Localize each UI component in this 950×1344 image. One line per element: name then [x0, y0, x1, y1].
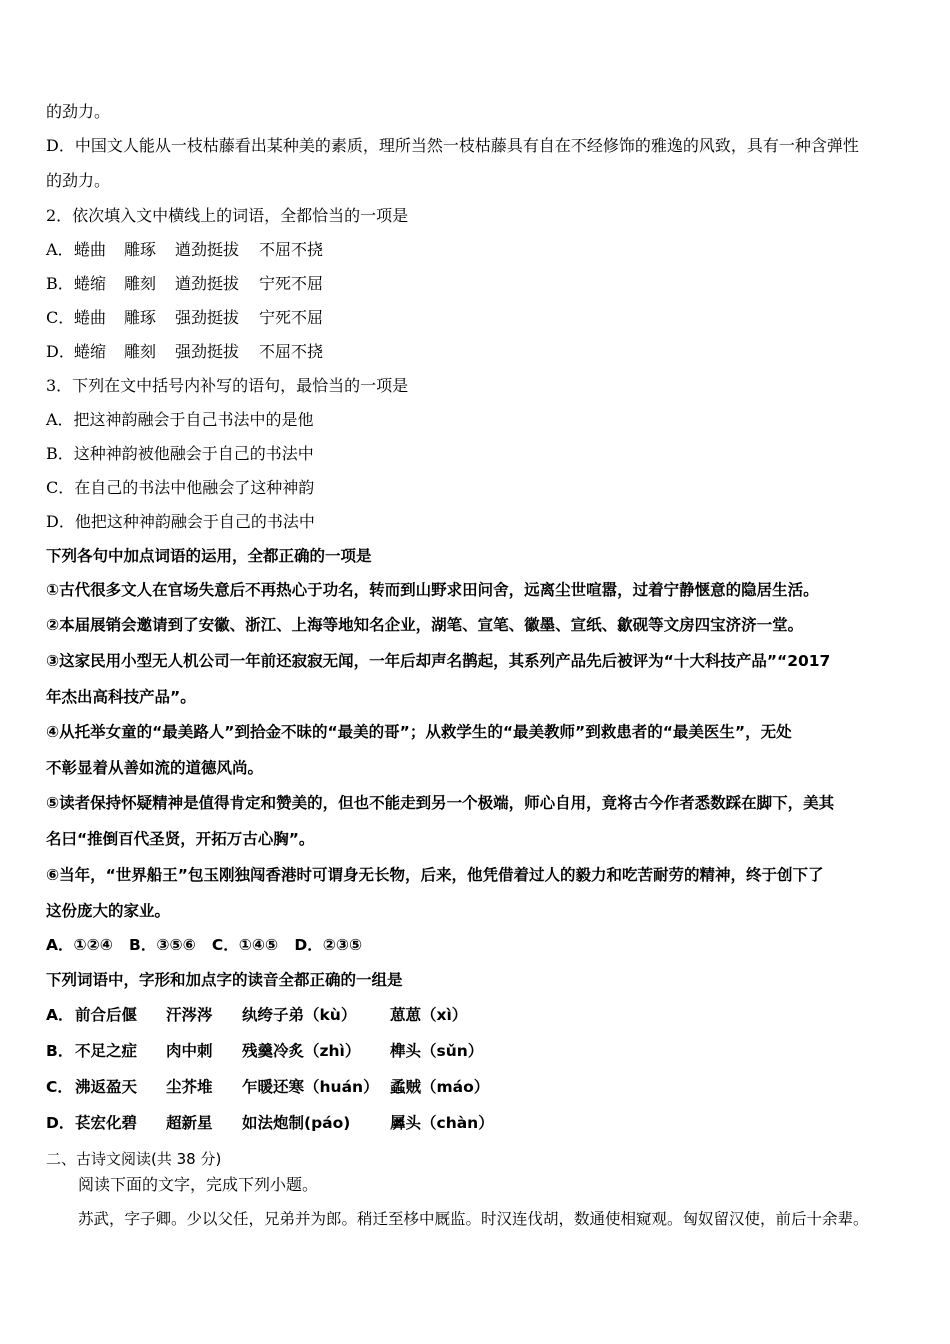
option-label: D．	[46, 1114, 75, 1132]
option-word: 羼头（chàn）	[390, 1114, 494, 1132]
q5-option-c	[0, 1077, 950, 1097]
q4-sentence: 名曰“推倒百代圣贤，开拓万古心胸”。	[46, 830, 315, 848]
option-label: B．	[46, 1042, 74, 1060]
q5-option-d	[0, 1113, 950, 1133]
option-word: 不屈不挠	[259, 342, 324, 361]
option-word: 残羹冷炙（zhì）	[242, 1042, 361, 1060]
option-word: 如法炮制(páo)	[242, 1114, 351, 1132]
option-word: 强劲挺拔	[175, 342, 240, 361]
option-word: 乍暖还寒（huán）	[242, 1078, 379, 1096]
section-heading: 二、古诗文阅读(共 38 分)	[46, 1150, 222, 1168]
option-label: D．	[46, 342, 75, 361]
q4-answer-options: A．①②④ B．③⑤⑥ C．①④⑤ D．②③⑤	[46, 936, 363, 954]
passage-text: 苏武，字子卿。少以父任，兄弟并为郎。稍迁至栘中厩监。时汉连伐胡，数通使相窥观。匈奴留汉使，前后十余辈。	[78, 1210, 869, 1228]
option-word: 蜷缩	[74, 274, 107, 293]
option-word: 蟊贼（máo）	[390, 1078, 490, 1096]
q4-sentence: ⑤读者保持怀疑精神是值得肯定和赞美的，但也不能走到另一个极端，师心自用，竟将古今作者悉数踩在脚下，美其	[46, 794, 835, 812]
option-word: 汗涔涔	[166, 1006, 213, 1024]
option-word: 遒劲挺拔	[175, 274, 240, 293]
q4-sentence: 年杰出高科技产品”。	[46, 688, 196, 706]
option-label: B．	[46, 274, 74, 293]
q2-option-b	[0, 274, 950, 294]
q5-stem: 下列词语中，字形和加点字的读音全都正确的一组是	[46, 971, 403, 989]
option-word: 雕琢	[124, 308, 157, 327]
q3-option-d: D．他把这种神韵融会于自己的书法中	[46, 512, 315, 531]
option-word: 不足之症	[75, 1042, 138, 1060]
option-word: 蜷缩	[74, 342, 107, 361]
q3-stem: 3．下列在文中括号内补写的语句，最恰当的一项是	[46, 376, 409, 395]
option-label: A．	[46, 1006, 74, 1024]
q2-option-c	[0, 308, 950, 328]
q1-option-d: D．中国文人能从一枝枯藤看出某种美的素质，理所当然一枝枯藤具有自在不经修饰的雅逸的风致，具有一种含弹性	[46, 136, 859, 155]
q4-sentence: 这份庞大的家业。	[46, 902, 171, 920]
option-label: C．	[46, 1078, 73, 1096]
option-word: 尘芥堆	[166, 1078, 213, 1096]
option-word: 蜷曲	[74, 240, 107, 259]
option-word: 葸葸（xì）	[390, 1006, 468, 1024]
option-word: 超新星	[166, 1114, 213, 1132]
option-word: 沸返盈天	[75, 1078, 138, 1096]
option-word: 雕琢	[124, 240, 157, 259]
option-word: 苌宏化碧	[75, 1114, 138, 1132]
option-word: 强劲挺拔	[175, 308, 240, 327]
option-label: A．	[46, 240, 74, 259]
q3-option-a: A．把这神韵融会于自己书法中的是他	[46, 410, 314, 429]
q1-tail-text: 的劲力。	[46, 102, 111, 121]
q4-sentence: ②本届展销会邀请到了安徽、浙江、上海等地知名企业，湖笔、宣笔、徽墨、宣纸、歙砚等文房四宝济济一堂。	[46, 616, 804, 634]
q3-option-b: B．这种神韵被他融会于自己的书法中	[46, 444, 314, 463]
q3-option-c: C．在自己的书法中他融会了这种神韵	[46, 478, 315, 497]
q2-stem: 2．依次填入文中横线上的词语，全都恰当的一项是	[46, 206, 409, 225]
q4-sentence: ①古代很多文人在官场失意后不再热心于功名，转而到山野求田问舍，远离尘世喧嚣，过着宁静惬意的隐居生活。	[46, 581, 819, 599]
q4-sentence: ④从托举女童的“最美路人”到拾金不昧的“最美的哥”；从救学生的“最美教师”到救患者的“最美医生”，无处	[46, 723, 792, 741]
section-instruction: 阅读下面的文字，完成下列小题。	[78, 1175, 319, 1194]
option-word: 不屈不挠	[259, 240, 324, 259]
q2-option-a	[0, 240, 950, 260]
option-word: 雕刻	[124, 342, 157, 361]
q4-sentence: ⑥当年，“世界船王”包玉刚独闯香港时可谓身无长物，后来，他凭借着过人的毅力和吃苦耐劳的精神，终于创下了	[46, 866, 824, 884]
option-word: 蜷曲	[74, 308, 107, 327]
q1-option-d-cont: 的劲力。	[46, 171, 111, 190]
q4-sentence: 不彰显着从善如流的道德风尚。	[46, 759, 264, 777]
option-word: 宁死不屈	[259, 308, 324, 327]
option-word: 遒劲挺拔	[175, 240, 240, 259]
q4-stem: 下列各句中加点词语的运用，全都正确的一项是	[46, 547, 372, 565]
q4-sentence: ③这家民用小型无人机公司一年前还寂寂无闻，一年后却声名鹊起，其系列产品先后被评为“十大科技产品”“2017	[46, 652, 831, 670]
option-word: 榫头（sǔn）	[390, 1042, 484, 1060]
option-word: 肉中刺	[166, 1042, 213, 1060]
option-word: 纨绔子弟（kù）	[242, 1006, 357, 1024]
q2-option-d	[0, 342, 950, 362]
option-word: 前合后偃	[75, 1006, 138, 1024]
option-label: C．	[46, 308, 75, 327]
q5-option-b	[0, 1041, 950, 1061]
option-word: 宁死不屈	[259, 274, 324, 293]
q5-option-a	[0, 1005, 950, 1025]
option-word: 雕刻	[124, 274, 157, 293]
